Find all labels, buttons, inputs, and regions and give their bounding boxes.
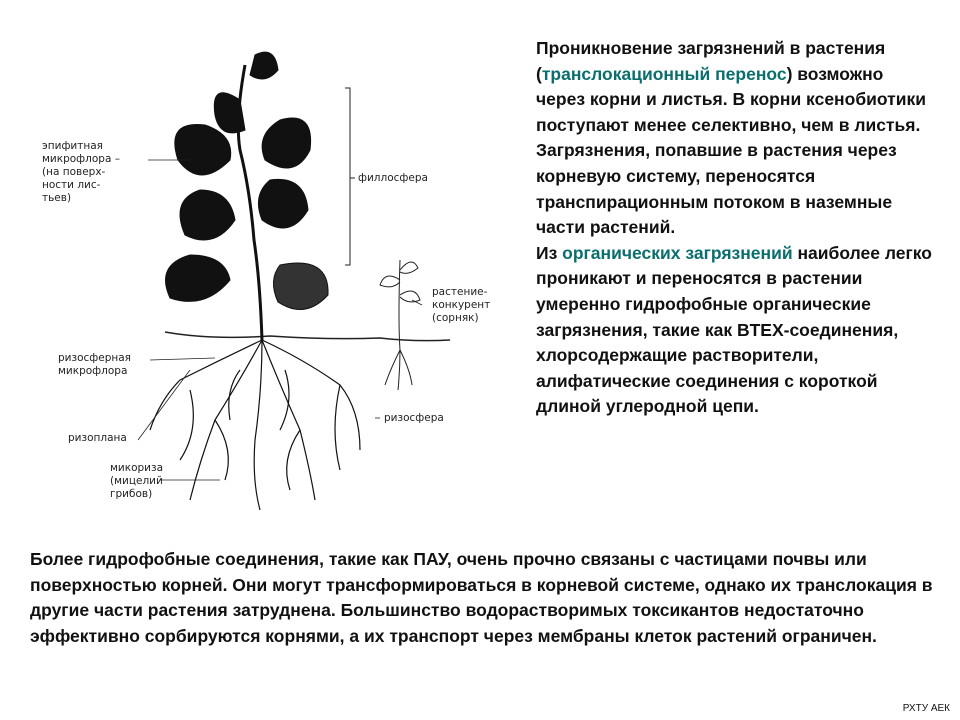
label-phyllosphere: филлосфера: [358, 172, 428, 184]
label-rhizoplane: ризоплана: [68, 432, 127, 444]
label-competitor-plant: растение- конкурент (сорняк): [432, 286, 491, 324]
label-rhizosphere-microflora: ризосферная микрофлора: [58, 352, 131, 377]
label-mycorrhiza: микориза (мицелий грибов): [110, 462, 164, 500]
label-epiphytic-microflora: эпифитная микрофлора – (на поверх- ности лис- тьев): [42, 140, 120, 204]
footer-label: РХТУ АЕК: [902, 703, 950, 714]
text-segment: наиболее легко проникают и переносятся в растении умеренно гидрофобные органические загрязнения, такие как BTEX-соединения, хлорсодержащие растворители, алифатические соединения с короткой длиной углеродной цепи.: [536, 242, 932, 417]
hydrophobic-text: Более гидрофобные соединения, такие как ПАУ, очень прочно связаны с частицами почвы или поверхностью корней. Они могут трансформироваться в корневой системе, однако их транслокация в другие части растения затруднена. Большинство водорастворимых токсикантов недостаточно эффективно сорбируются корнями, а их транспорт через мембраны клеток растений ограничен.: [30, 549, 933, 646]
paragraph-organic: [536, 241, 936, 420]
text-segment: Проникновение загрязнений в растения (: [536, 38, 886, 84]
paragraph-penetration: [536, 36, 936, 241]
translocation-text: [536, 36, 936, 420]
text-segment: ) возможно через корни и листья. В корни ксенобиотики поступают менее селективно, чем в листья. Загрязнения, попавшие в растения через корневую систему, переносятся транспирационным потоком в наземные части растений.: [536, 63, 926, 238]
weed-plant: [380, 260, 420, 390]
plant-drawing: [40, 40, 520, 530]
ground-line: [165, 332, 450, 341]
plant-illustration: [40, 40, 520, 530]
phyllosphere-bracket: [345, 88, 355, 265]
text-segment: Из: [536, 242, 563, 263]
highlight-organic: органических загрязнений: [562, 242, 793, 263]
highlight-translocation: транслокационный перенос: [541, 63, 787, 84]
roots: [150, 340, 360, 510]
label-rhizosphere: ризосфера: [384, 412, 444, 424]
